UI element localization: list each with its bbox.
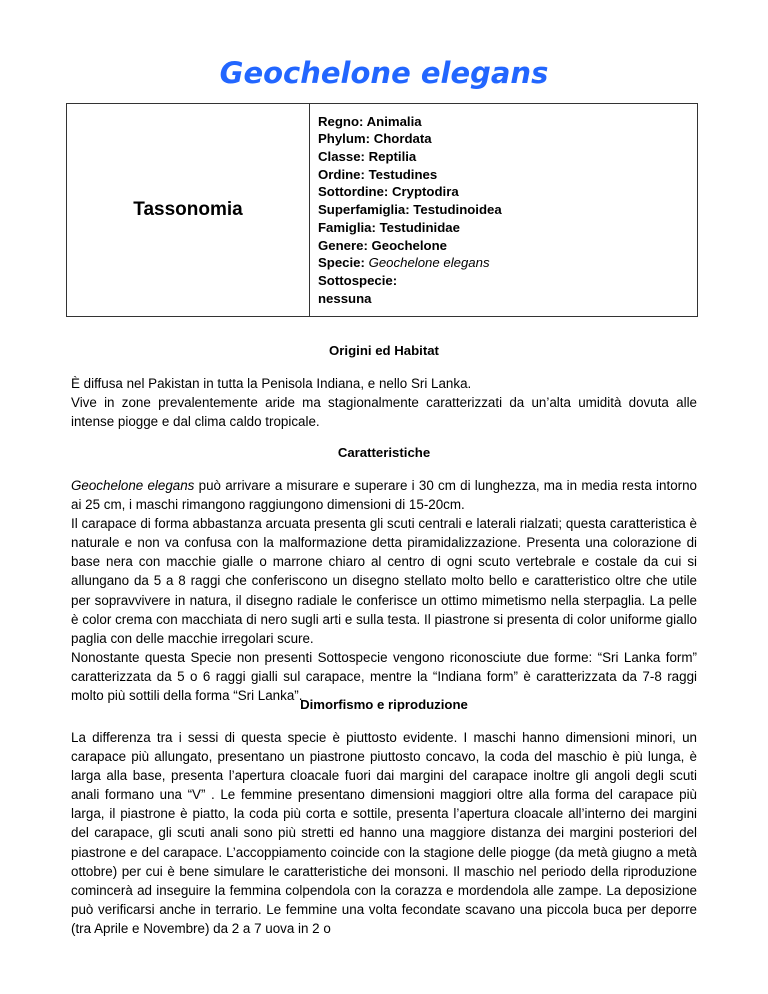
paragraph: Il carapace di forma abbastanza arcuata presenta gli scuti centrali e laterali rialzati; questa caratteristica è naturale e non va confusa con la malformazione detta piramidalizzazione. Presenta una colorazione di base nera con macchie gialle o marrone chiaro al centro di ogni scuto vertebrale e costale da cui si allungano da 5 a 8 raggi che conferiscono un disegno stellato molto bello e caratteristico oltre che utile per sopravvivere in natura, il disegno radiale le conferisce un ottimo mimetismo nella sterpaglia. La pelle è color crema con macchiata di nero sugli arti e sulla testa. Il piastrone si presenta di color uniforme giallo paglia con delle macchie irregolari scure. [71,516,697,646]
taxonomy-row-sottordine: Sottordine: Cryptodira [318,184,459,200]
section-dimorphism-body [71,728,697,938]
taxonomy-row-sottospecie-key: Sottospecie: [318,272,398,288]
page-title: Geochelone elegans [219,56,549,90]
paragraph: Geochelone elegans può arrivare a misurare e superare i 30 cm di lunghezza, ma in media resta intorno ai 25 cm, i maschi rimangono raggiungono dimensioni di 15-20cm. [71,478,697,513]
taxonomy-row-specie: Specie: Geochelone elegans [318,255,490,271]
paragraph: È diffusa nel Pakistan in tutta la Penisola Indiana, e nello Sri Lanka. [71,376,472,391]
section-origins-body [71,374,697,431]
taxonomy-row-genere: Genere: Geochelone [318,237,447,253]
section-heading-origins: Origini ed Habitat [329,343,439,358]
taxonomy-row-phylum: Phylum: Chordata [318,131,432,147]
taxonomy-list [310,104,698,317]
paragraph: Nonostante questa Specie non presenti Sottospecie vengono riconosciute due forme: “Sri Lanka form” caratterizzata da 5 o 6 raggi gialli sul carapace, mentre la “Indiana form” è caratterizzata da 7-8 raggi molto più sottili della forma “Sri Lanka”. [71,649,697,704]
section-features-body [71,476,697,705]
paragraph: La differenza tra i sessi di questa specie è piuttosto evidente. I maschi hanno dimensioni minori, un carapace più allungato, presentano un piastrone piuttosto concavo, la coda del maschio è più lunga, è larga alla base, presenta l’apertura cloacale fuori dai margini del carapace inoltre gli angoli degli scuti anali formano una “V” . Le femmine presentano dimensioni maggiori oltre alla forma del carapace più larga, il piastrone è piatto, la coda più corta e sottile, presenta l’apertura cloacale all’interno dei margini del carapace, gli scuti anali sono più stretti ed hanno una maggiore distanza dei margini posteriori del piastrone e del carapace. L’accoppiamento coincide con la stagione delle piogge (da metà giugno a metà ottobre) per cui è bene simulare le caratteristiche dei monsoni. Il maschio nel periodo della riproduzione comincerà ad inseguire la femmina colpendola con la corazza e mordendola alle zampe. La deposizione può verificarsi anche in terrario. Le femmine una volta fecondate scavano una piccola buca per deporre (tra Aprile e Novembre) da 2 a 7 uova in 2 o [71,730,697,936]
taxonomy-row-famiglia: Famiglia: Testudinidae [318,219,460,235]
taxonomy-row-superfamiglia: Superfamiglia: Testudinoidea [318,202,502,218]
taxonomy-table [66,103,698,317]
taxonomy-row-classe: Classe: Reptilia [318,149,417,165]
taxonomy-row-regno: Regno: Animalia [318,113,422,129]
section-heading-features: Caratteristiche [337,445,431,460]
paragraph: Vive in zone prevalentemente aride ma stagionalmente caratterizzati da un’alta umidità dovuta alle intense piogge e dal clima caldo tropicale. [71,395,697,430]
taxonomy-label: Tassonomia [67,104,310,317]
taxonomy-row-ordine: Ordine: Testudines [318,166,438,182]
taxonomy-row-sottospecie-value: nessuna [318,290,372,306]
section-heading-dimorphism: Dimorfismo e riproduzione [300,697,468,712]
